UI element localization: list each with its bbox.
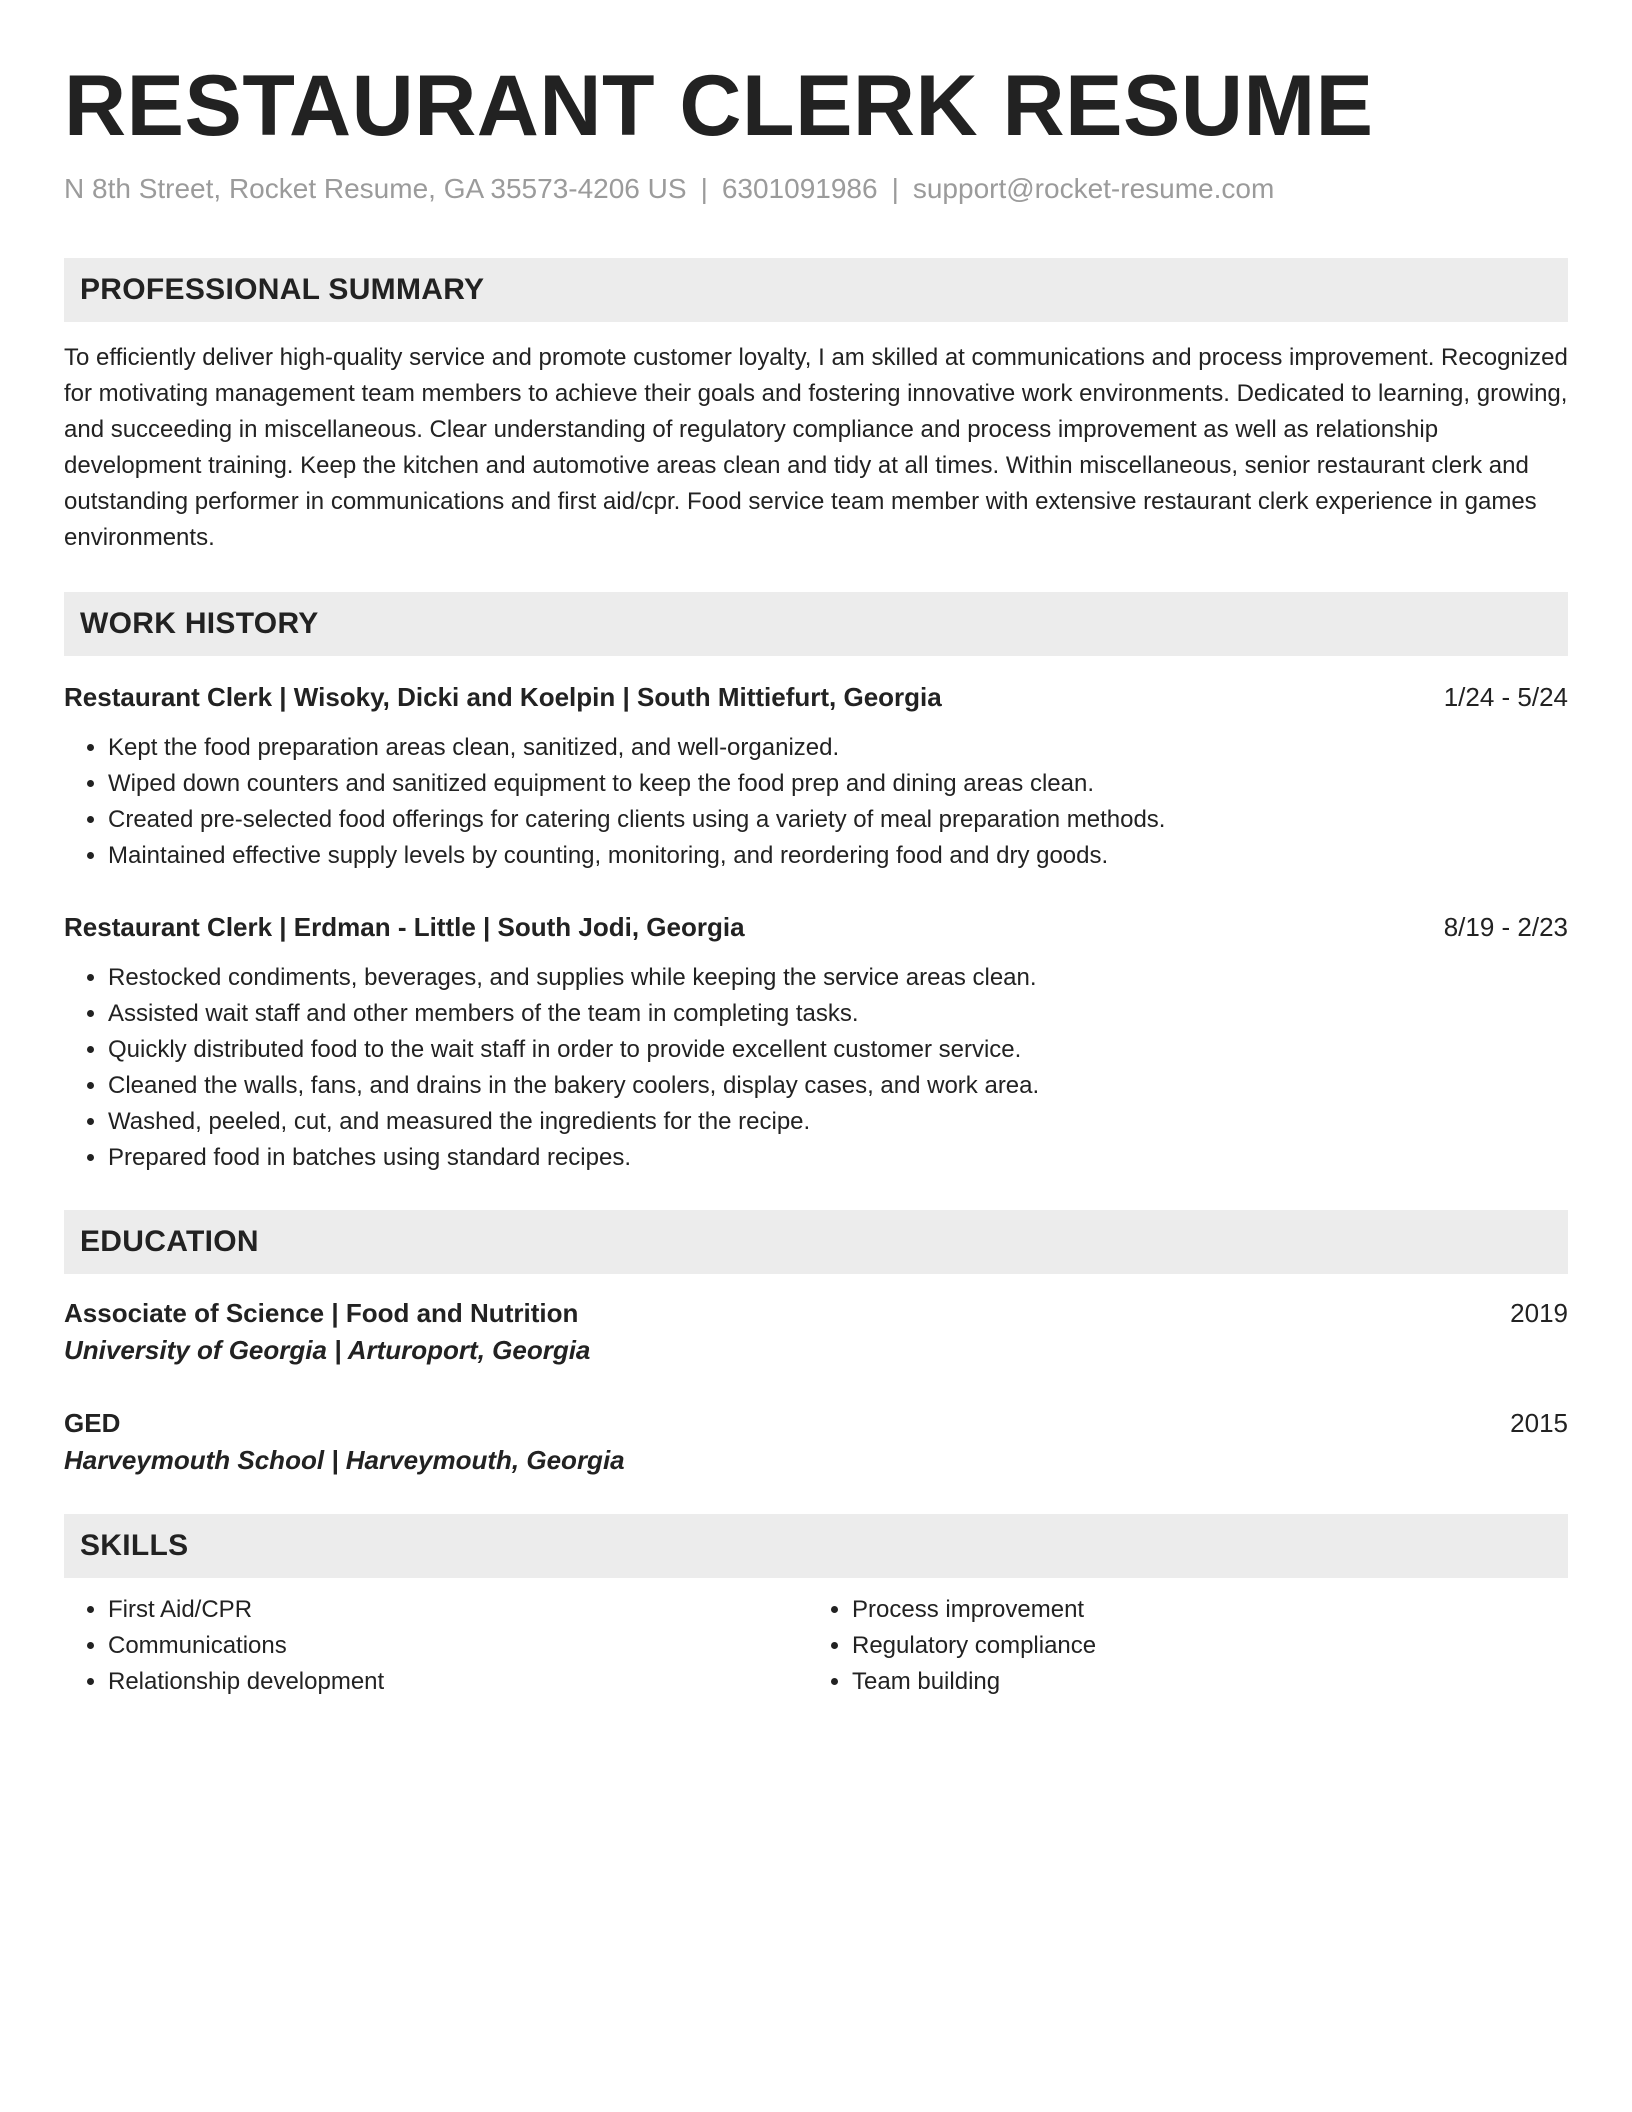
- education-degree: Associate of Science | Food and Nutrition: [64, 1298, 579, 1328]
- job-duty: • Washed, peeled, cut, and measured the ingredients for the recipe.: [108, 1104, 1568, 1140]
- summary-heading: PROFESSIONAL SUMMARY: [64, 258, 1568, 322]
- job-duties: [64, 730, 1568, 874]
- summary-text: To efficiently deliver high-quality service and promote customer loyalty, I am skilled at communications and process improvement. Recognized for motivating management team members to achieve their goals and fostering innovative work environments. Dedicated to learning, growing, and succeeding in miscellaneous. Clear understanding of regulatory compliance and process improvement as well as relationship development training. Keep the kitchen and automotive areas clean and tidy at all times. Within miscellaneous, senior restaurant clerk and outstanding performer in communications and first aid/cpr. Food service team member with extensive restaurant clerk experience in games environments.: [64, 344, 1568, 551]
- job-duty: • Kept the food preparation areas clean, sanitized, and well-organized.: [108, 730, 1568, 766]
- contact-line: [64, 172, 1568, 206]
- skill-item: • Communications: [108, 1628, 808, 1664]
- education-year: 2015: [1510, 1408, 1568, 1438]
- education-header: [64, 1296, 1568, 1330]
- skills-left-list: [64, 1592, 808, 1700]
- job-title: Restaurant Clerk | Wisoky, Dicki and Koelpin | South Mittiefurt, Georgia: [64, 682, 942, 712]
- job-entry: [64, 680, 1568, 874]
- skill-item: • First Aid/CPR: [108, 1592, 808, 1628]
- job-duty: • Prepared food in batches using standard recipes.: [108, 1140, 1568, 1176]
- education-heading: EDUCATION: [64, 1210, 1568, 1274]
- job-duty: • Maintained effective supply levels by counting, monitoring, and reordering food and dry goods.: [108, 838, 1568, 874]
- job-dates: 1/24 - 5/24: [1443, 682, 1568, 712]
- job-duty: • Restocked condiments, beverages, and supplies while keeping the service areas clean.: [108, 960, 1568, 996]
- job-duty: • Wiped down counters and sanitized equipment to keep the food prep and dining areas clean.: [108, 766, 1568, 802]
- education-degree: GED: [64, 1408, 121, 1438]
- job-entry: [64, 910, 1568, 1176]
- job-header: [64, 680, 1568, 714]
- job-dates: 8/19 - 2/23: [1443, 912, 1568, 942]
- skills-column-left: [64, 1592, 808, 1700]
- job-duty: • Cleaned the walls, fans, and drains in the bakery coolers, display cases, and work area.: [108, 1068, 1568, 1104]
- contact-separator: |: [891, 173, 899, 204]
- contact-separator: |: [700, 173, 708, 204]
- job-duties: [64, 960, 1568, 1176]
- work-history-heading: WORK HISTORY: [64, 592, 1568, 656]
- job-header: [64, 910, 1568, 944]
- resume-title: RESTAURANT CLERK RESUME: [64, 58, 1374, 154]
- skill-item: • Process improvement: [852, 1592, 1552, 1628]
- education-school: University of Georgia | Arturoport, Georgia: [64, 1335, 591, 1365]
- contact-phone: 6301091986: [721, 173, 878, 204]
- education-entry: [64, 1406, 1568, 1478]
- contact-address: N 8th Street, Rocket Resume, GA 35573-4206 US: [64, 173, 687, 204]
- education-entry: [64, 1296, 1568, 1368]
- job-duty: • Assisted wait staff and other members of the team in completing tasks.: [108, 996, 1568, 1032]
- skills-column-right: [808, 1592, 1552, 1700]
- job-title: Restaurant Clerk | Erdman - Little | South Jodi, Georgia: [64, 912, 745, 942]
- job-duty: • Created pre-selected food offerings for catering clients using a variety of meal preparation methods.: [108, 802, 1568, 838]
- skill-item: • Relationship development: [108, 1664, 808, 1700]
- skills-list: [64, 1592, 1568, 1700]
- skills-heading: SKILLS: [64, 1514, 1568, 1578]
- skill-item: • Regulatory compliance: [852, 1628, 1552, 1664]
- education-header: [64, 1406, 1568, 1440]
- job-duty: • Quickly distributed food to the wait staff in order to provide excellent customer service.: [108, 1032, 1568, 1068]
- skill-item: • Team building: [852, 1664, 1552, 1700]
- skills-right-list: [808, 1592, 1552, 1700]
- education-school: Harveymouth School | Harveymouth, Georgia: [64, 1445, 625, 1475]
- education-year: 2019: [1510, 1298, 1568, 1328]
- contact-email: support@rocket-resume.com: [912, 173, 1275, 204]
